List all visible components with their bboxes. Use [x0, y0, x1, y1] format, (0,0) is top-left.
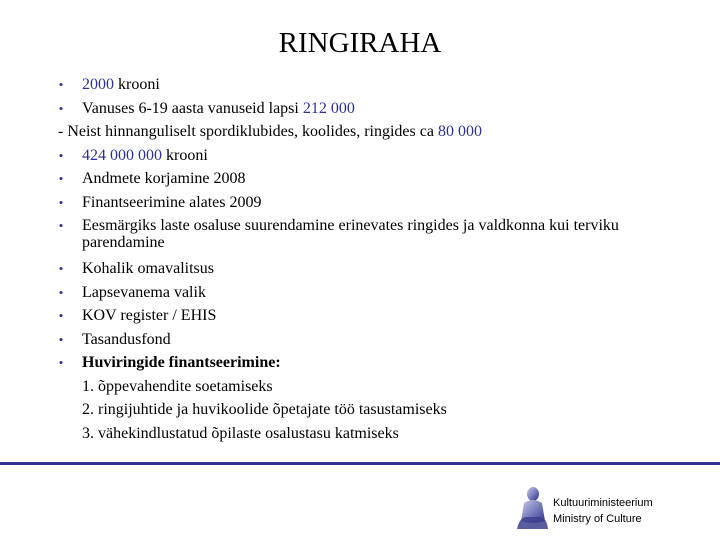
bullet-icon: •: [58, 331, 64, 347]
bullet-icon: •: [58, 355, 64, 370]
divider-line: [0, 462, 720, 465]
statue-icon: [515, 485, 549, 529]
item-text: Andmete korjamine 2008: [82, 170, 246, 187]
item-text: Vanuses 6-19 aasta vanuseid lapsi: [82, 99, 303, 117]
item-text: Lapsevanema valik: [82, 283, 206, 301]
sub-item: 3. vähekindlustatud õpilaste osalustasu katmiseks: [82, 424, 399, 442]
bullet-icon: •: [58, 261, 64, 276]
item-text: KOV register / EHIS: [82, 307, 217, 324]
item-text: Finantseerimine alates 2009: [82, 193, 262, 211]
item-highlight: 212 000: [302, 99, 355, 117]
list-item: [54, 144, 654, 168]
ministry-name-et: Kultuuriministeerium: [553, 497, 653, 509]
bullet-icon: •: [58, 171, 64, 186]
list-item: [54, 351, 654, 375]
slide-title: RINGIRAHA: [278, 27, 442, 59]
item-text: krooni: [162, 146, 208, 164]
ministry-logo: [515, 485, 715, 530]
list-item: [54, 217, 654, 251]
list-item: [54, 97, 654, 121]
bullet-icon: •: [58, 194, 64, 210]
item-text: Kohalik omavalitsus: [82, 260, 214, 277]
bullet-icon: •: [58, 308, 64, 323]
bullet-icon: •: [58, 218, 64, 233]
item-highlight: 80 000: [437, 123, 482, 140]
bullet-icon: •: [58, 77, 64, 92]
item-text: Tasandusfond: [82, 330, 171, 348]
sub-item: 1. õppevahendite soetamiseks: [82, 377, 273, 395]
list-item: [54, 167, 654, 191]
list-item: [58, 120, 654, 144]
list-item: [54, 328, 654, 352]
bullet-icon: •: [58, 147, 64, 163]
list-item: [54, 304, 654, 328]
ministry-name-en: Ministry of Culture: [553, 513, 642, 525]
item-text: Eesmärgiks laste osaluse suurendamine erinevates ringides ja valdkonna kui terviku parendamine: [82, 217, 619, 251]
item-text: - Neist hinnanguliselt spordiklubides, koolides, ringides ca: [58, 123, 438, 140]
item-highlight: 424 000 000: [82, 146, 162, 164]
sub-item: 2. ringijuhtide ja huvikoolide õpetajate töö tasustamiseks: [82, 401, 447, 418]
list-item: [54, 191, 654, 215]
list-item: [54, 73, 654, 97]
bullet-list: [54, 73, 654, 445]
list-item: [54, 281, 654, 305]
item-highlight: 2000: [82, 76, 114, 93]
bullet-icon: •: [58, 100, 64, 116]
bullet-icon: •: [58, 284, 64, 300]
item-text: Huviringide finantseerimine:: [82, 354, 281, 371]
item-text: krooni: [114, 76, 160, 93]
list-item: [54, 257, 654, 281]
